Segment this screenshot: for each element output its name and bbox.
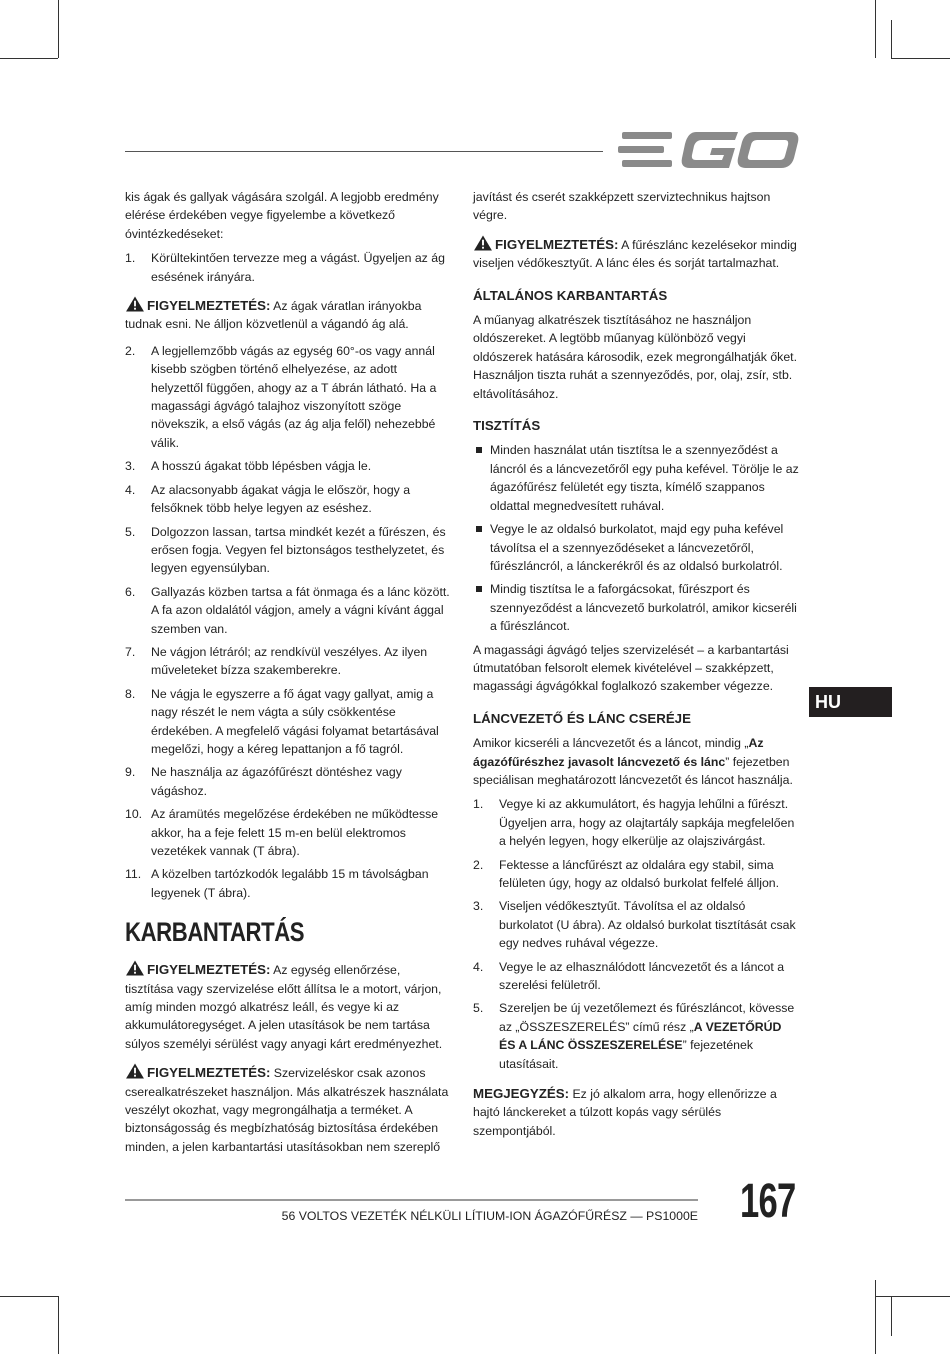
list-item (125, 643, 450, 680)
item-number: 11. (125, 867, 142, 882)
crop-mark (58, 1296, 59, 1354)
list-item (473, 580, 801, 635)
list-item (125, 685, 450, 759)
item-text: Minden használat után tisztítsa le a szennyeződést a láncról és a láncvezetőről egy puha kefével. Törölje le az ágazófűrész felületét egy tiszta, kímélő szappanos oldattal megnedvesített ruhával. (490, 443, 799, 513)
language-tab: HU (809, 687, 892, 717)
bullet-square-icon (473, 580, 490, 635)
text-run: Szereljen be új vezetőlemezt és fűrészláncot, kövesse az „ÖSSZESZERELÉS” című rész „ (499, 1001, 795, 1034)
note-block (473, 1085, 801, 1140)
item-text: Ne vágjon létráról; az rendkívül veszélyes. Az ilyen műveleteket bízza szakemberekre. (151, 644, 428, 678)
list-item (473, 958, 801, 995)
section-paragraph (473, 734, 801, 789)
list-item (473, 856, 801, 893)
item-number: 1. (473, 797, 484, 812)
list-item (125, 583, 450, 638)
bullet-square-icon (473, 441, 490, 515)
item-text: A hosszú ágakat több lépésben vágja le. (151, 459, 372, 474)
item-text: Vegye le az elhasználódott láncvezetőt és a láncot a szerelési felületről. (499, 959, 785, 993)
crop-mark (891, 58, 950, 59)
list-item (473, 795, 801, 850)
warning-text: Az egység ellenőrzése, tisztítása vagy szervizelése előtt állítsa le a motort, várjon, amíg minden mozgó alkatrész leáll, és vegye ki az akkumulátoregységet. A jelen utasítások be nem tartása súlyos személyi sérülést vagy anyagi kárt eredményezhet. (125, 963, 443, 1051)
item-text (499, 999, 801, 1073)
item-number: 4. (125, 482, 136, 497)
item-number: 3. (125, 459, 136, 474)
footer-rule (125, 1199, 698, 1201)
bold-reference: Az ágazófűrészhez javasolt láncvezető és lánc (473, 736, 764, 769)
warning-block (125, 960, 450, 1053)
item-number: 9. (125, 765, 136, 780)
bullet-square-icon (473, 520, 490, 575)
list-item (125, 249, 450, 286)
continuation-paragraph: javítást és cserét szakképzett szerviztechnikus hajtson végre. (473, 190, 771, 223)
list-item (125, 481, 450, 518)
item-text: Mindig tisztítsa le a faforgácsokat, fűrészport és szennyeződést a láncvezető burkolatról, amikor kicseréli a fűrészláncot. (490, 582, 797, 634)
warning-text: Szervizeléskor csak azonos cserealkatrészeket használjon. Más alkatrészek használata veszélyt okozhat, vagy megrongálhatja a terméket. A biztonságosság és megbízhatóság biztosítása érdekében minden, a jelen karbantartási utasításokban nem szereplő (125, 1066, 449, 1154)
warning-icon (125, 960, 145, 976)
numbered-list (125, 342, 450, 902)
warning-block (125, 296, 450, 334)
text-run: Amikor kicseréli a láncvezetőt és a láncot, mindig „ (473, 736, 749, 751)
crop-mark (875, 1280, 876, 1354)
section-heading: LÁNCVEZETŐ ÉS LÁNC CSERÉJE (473, 710, 691, 726)
section-heading: ÁLTALÁNOS KARBANTARTÁS (473, 287, 668, 303)
warning-block (125, 1063, 450, 1156)
list-item (473, 520, 801, 575)
ego-logo (618, 128, 800, 172)
item-number: 3. (473, 899, 484, 914)
crop-mark (891, 20, 892, 58)
list-item (125, 865, 450, 902)
intro-paragraph: kis ágak és gallyak vágására szolgál. A legjobb eredmény elérése érdekében vegye figyelembe a következő óvintézkedéseket: (125, 190, 439, 241)
warning-text: A fűrészlánc kezelésekor mindig viseljen védőkesztyűt. A lánc éles és sorját tartalmazhat. (473, 237, 797, 271)
warning-icon (125, 296, 145, 312)
warning-icon (125, 1063, 145, 1079)
warning-text: Az ágak váratlan irányokba tudnak esni. Ne álljon közvetlenül a vágandó ág alá. (125, 299, 422, 332)
list-item (473, 897, 801, 952)
item-number: 7. (125, 644, 136, 659)
item-text: A legjellemzőbb vágás az egység 60°-os vagy annál kisebb szögben történő elhelyezése, az adott helyzettől függően, ahogy az a T ábrán látható. Ha a magassági ágvágó talajhoz viszonyított szöge növekszik, a első vágás (az ág alja felől) nehezebbé válik. (151, 343, 437, 450)
section-paragraph: A magassági ágvágó teljes szervizelését – a karbantartási útmutatóban felsorolt elemek kivételével – szakképzett, magassági ágvágókkal foglalkozó szakember végezze. (473, 642, 789, 694)
warning-label: FIGYELMEZTETÉS: (147, 1065, 271, 1081)
item-text: Ne használja az ágazófűrészt döntéshez vagy vágáshoz. (151, 765, 402, 798)
note-text: Ez jó alkalom arra, hogy ellenőrizze a hajtó lánckereket a túlzott kopás vagy sérülés szempontjából. (473, 1087, 777, 1138)
warning-label: FIGYELMEZTETÉS: (495, 236, 619, 252)
item-text: Az áramütés megelőzése érdekében ne működtesse akkor, ha a feje felett 15 m-en belül elektromos vezetékek vannak (T ábra). (151, 807, 439, 858)
crop-mark (875, 1296, 950, 1297)
crop-mark (891, 1296, 892, 1336)
crop-mark (875, 0, 876, 58)
left-column (125, 188, 450, 1164)
footer-title: 56 VOLTOS VEZETÉK NÉLKÜLI LÍTIUM-ION ÁGAZÓFŰRÉSZ — PS1000E (281, 1209, 698, 1223)
item-text: Fektesse a láncfűrészt az oldalára egy stabil, sima felületen úgy, hogy az oldalsó burkolat felfelé álljon. (499, 857, 780, 890)
item-number: 1. (125, 251, 136, 266)
text-run: ” fejezetben speciálisan meghatározott láncvezetőt és láncot használja. (473, 754, 793, 787)
bold-reference: A VEZETŐRÚD ÉS A LÁNC ÖSSZESZERELÉSE (499, 1019, 782, 1053)
list-item (473, 999, 801, 1073)
item-number: 5. (125, 524, 136, 539)
list-item (125, 763, 450, 800)
crop-mark (58, 0, 59, 58)
crop-mark (0, 1296, 58, 1297)
item-text: A közelben tartózkodók legalább 15 m távolságban legyenek (T ábra). (151, 867, 429, 900)
warning-label: FIGYELMEZTETÉS: (147, 962, 271, 978)
item-text: Gallyazás közben tartsa a fát önmaga és a lánc között. A fa azon oldalától vágjon, amely a vágni kívánt ággal szemben van. (151, 584, 450, 636)
item-number: 6. (125, 584, 136, 599)
list-item (473, 441, 801, 515)
item-number: 2. (125, 343, 136, 358)
right-column (473, 188, 801, 1146)
item-number: 4. (473, 959, 484, 974)
list-item (125, 523, 450, 578)
bullet-list (473, 441, 801, 635)
numbered-list (473, 795, 801, 1073)
item-text: Az alacsonyabb ágakat vágja le először, hogy a felsőknek több helye legyen az eséshez. (151, 482, 411, 516)
section-heading: KARBANTARTÁS (125, 917, 305, 948)
warning-icon (473, 235, 493, 251)
note-label: MEGJEGYZÉS: (473, 1086, 570, 1102)
text-run: ” fejezetének utasításait. (499, 1038, 753, 1071)
item-number: 8. (125, 686, 136, 701)
section-heading: TISZTÍTÁS (473, 418, 541, 434)
item-number: 2. (473, 857, 484, 872)
header-rule (125, 151, 603, 152)
list-item (125, 805, 450, 860)
item-number: 10. (125, 807, 143, 822)
page-number: 167 (740, 1175, 796, 1228)
warning-label: FIGYELMEZTETÉS: (147, 298, 271, 314)
item-number: 5. (473, 1001, 484, 1016)
list-item (125, 342, 450, 452)
item-text: Viseljen védőkesztyűt. Távolítsa el az oldalsó burkolatot (U ábra). Az oldalsó burkolat tisztítását csak egy nedves ruhával végezze. (499, 899, 796, 951)
item-text: Körültekintően tervezze meg a vágást. Ügyeljen az ág esésének irányára. (151, 251, 445, 284)
item-text: Vegye le az oldalsó burkolatot, majd egy puha kefével távolítsa el a szennyeződéseket a láncvezetőről, fűrészláncról, a lánckerékről és az oldalsó burkolatról. (490, 522, 784, 573)
item-text: Dolgozzon lassan, tartsa mindkét kezét a fűrészen, és erősen fogja. Vegyen fel biztonságos testhelyzetet, és legyen egyensúlyban. (151, 524, 446, 576)
item-text: Ne vágja le egyszerre a fő ágat vagy gallyat, amig a nagy részét le nem vágta a súly csökkentése érdekében. A megfelelő vágási folyamat betartásával megelőzi, hogy a kéreg lepattanjon a fő tagról. (151, 686, 439, 756)
list-item (125, 457, 450, 475)
crop-mark (0, 58, 58, 59)
section-paragraph: A műanyag alkatrészek tisztításához ne használjon oldószereket. A legtöbb műanyag különböző vegyi oldószerek hatására károsodik, ezek megrongálhatják őket. Használjon tiszta ruhát a szennyeződés, por, olaj, zsír, stb. eltávolításához. (473, 313, 798, 401)
warning-block (473, 235, 801, 273)
item-text: Vegye ki az akkumulátort, és hagyja lehűlni a fűrészt. Ügyeljen arra, hogy az olajtartály sapkája megfelelően a helyén legyen, hogy elkerülje az olajszivárgást. (499, 797, 795, 849)
